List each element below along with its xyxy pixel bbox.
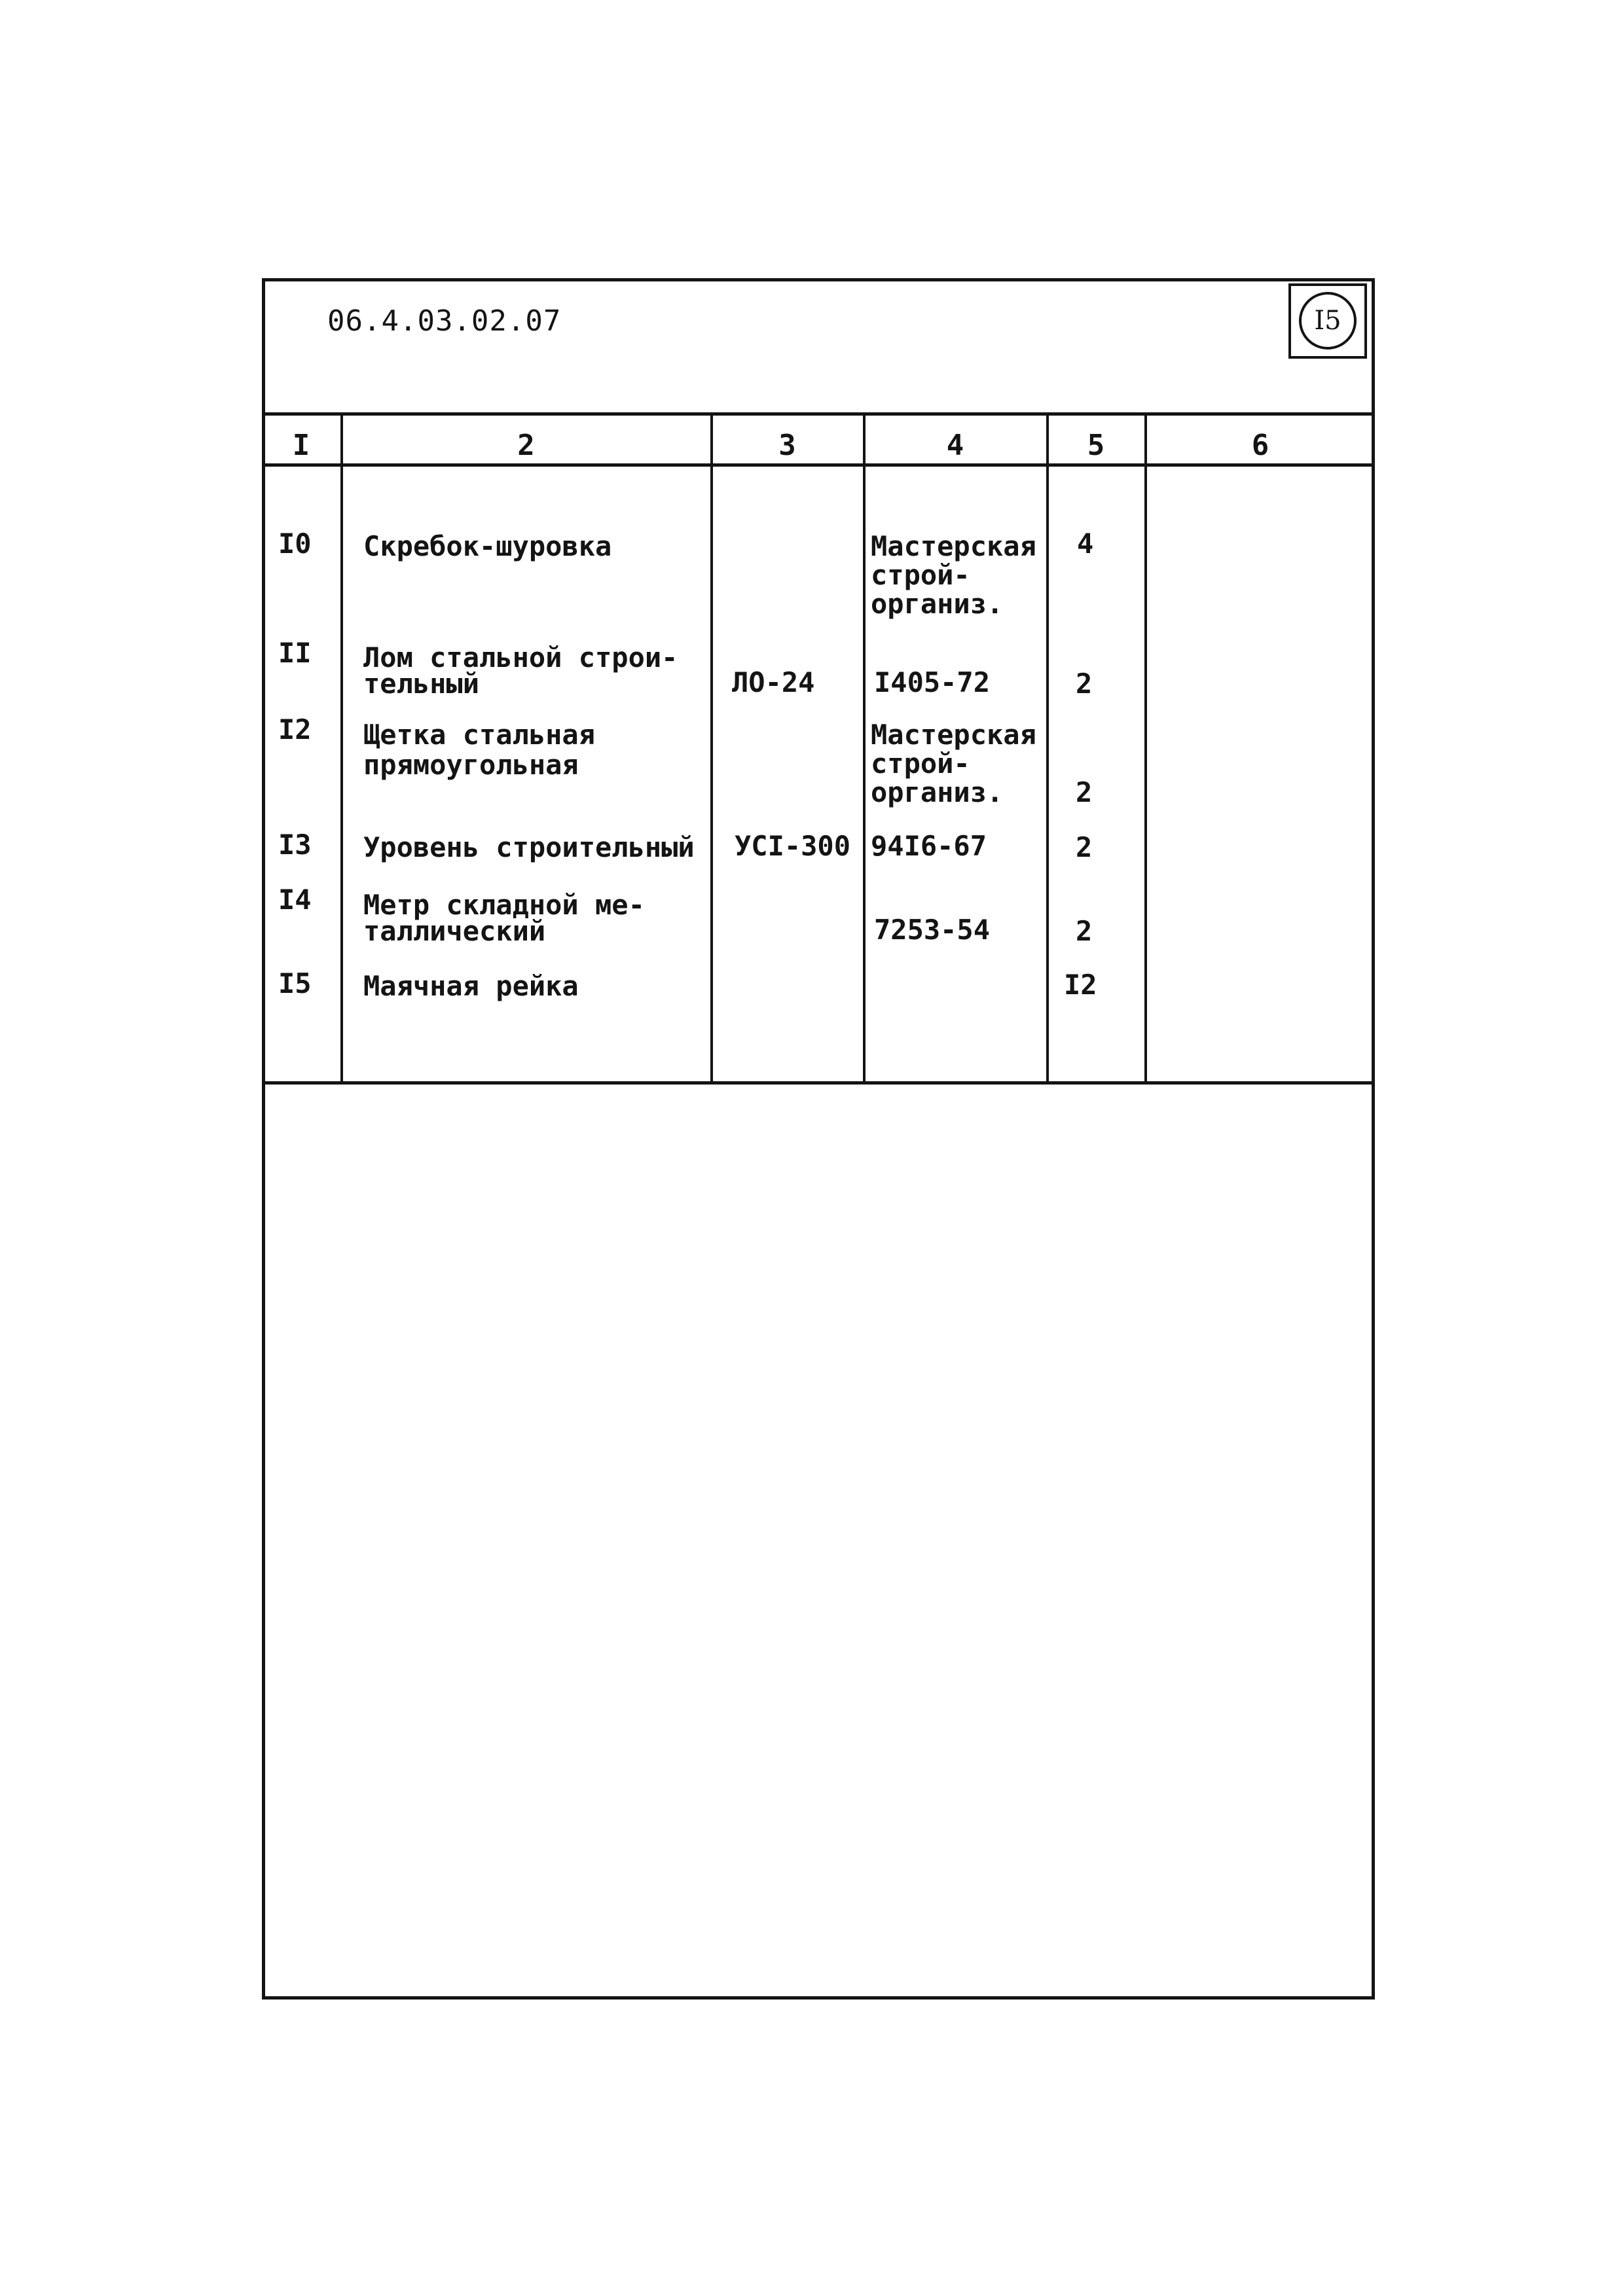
column-divider-2 xyxy=(710,414,713,1083)
item-mark: УСI-300 xyxy=(735,830,851,862)
item-name: тельный xyxy=(363,668,480,700)
row-number: I5 xyxy=(278,967,312,999)
item-quantity: 2 xyxy=(1076,915,1093,947)
column-header: 6 xyxy=(1251,429,1269,462)
page-number: I5 xyxy=(1299,292,1357,350)
row-number: I0 xyxy=(278,528,312,560)
item-quantity: 4 xyxy=(1077,528,1094,560)
item-standard: организ. xyxy=(871,776,1004,808)
item-standard: организ. xyxy=(871,588,1004,620)
item-quantity: 2 xyxy=(1076,831,1093,863)
header-bottom-line xyxy=(262,463,1375,467)
column-header: 4 xyxy=(946,429,964,462)
item-standard: строй- xyxy=(871,747,970,780)
row-number: I4 xyxy=(278,884,312,916)
column-divider-1 xyxy=(340,414,343,1083)
column-header: 2 xyxy=(517,429,535,462)
document-code: 06.4.03.02.07 xyxy=(327,304,562,338)
column-divider-3 xyxy=(863,414,866,1083)
item-name: Лом стальной строи- xyxy=(363,641,678,673)
item-standard: Мастерская xyxy=(871,530,1036,562)
item-standard: 94I6-67 xyxy=(871,830,987,862)
item-quantity: I2 xyxy=(1064,969,1097,1001)
item-standard: I405-72 xyxy=(874,666,991,698)
item-name: таллический xyxy=(363,915,546,947)
column-header: I xyxy=(292,429,310,462)
item-name: Метр складной ме- xyxy=(363,889,645,921)
header-top-line xyxy=(262,412,1375,416)
item-quantity: 2 xyxy=(1076,776,1093,808)
column-divider-4 xyxy=(1046,414,1049,1083)
page-number-box xyxy=(1288,283,1367,359)
table-bottom-line xyxy=(262,1081,1375,1085)
item-quantity: 2 xyxy=(1076,668,1093,700)
item-standard: строй- xyxy=(871,559,970,591)
row-number: I2 xyxy=(278,713,312,745)
column-divider-5 xyxy=(1144,414,1147,1083)
column-header: 5 xyxy=(1087,429,1105,462)
item-name: Щетка стальная xyxy=(363,719,596,751)
item-name: Скребок-шуровка xyxy=(363,530,612,562)
item-name: прямоугольная xyxy=(363,749,579,781)
item-name: Уровень строительный xyxy=(363,831,695,863)
column-header: 3 xyxy=(778,429,796,462)
row-number: I3 xyxy=(278,829,312,861)
row-number: II xyxy=(278,637,312,669)
item-standard: Мастерская xyxy=(871,719,1036,751)
item-standard: 7253-54 xyxy=(874,914,991,946)
item-mark: ЛО-24 xyxy=(732,666,815,698)
item-name: Маячная рейка xyxy=(363,970,579,1002)
